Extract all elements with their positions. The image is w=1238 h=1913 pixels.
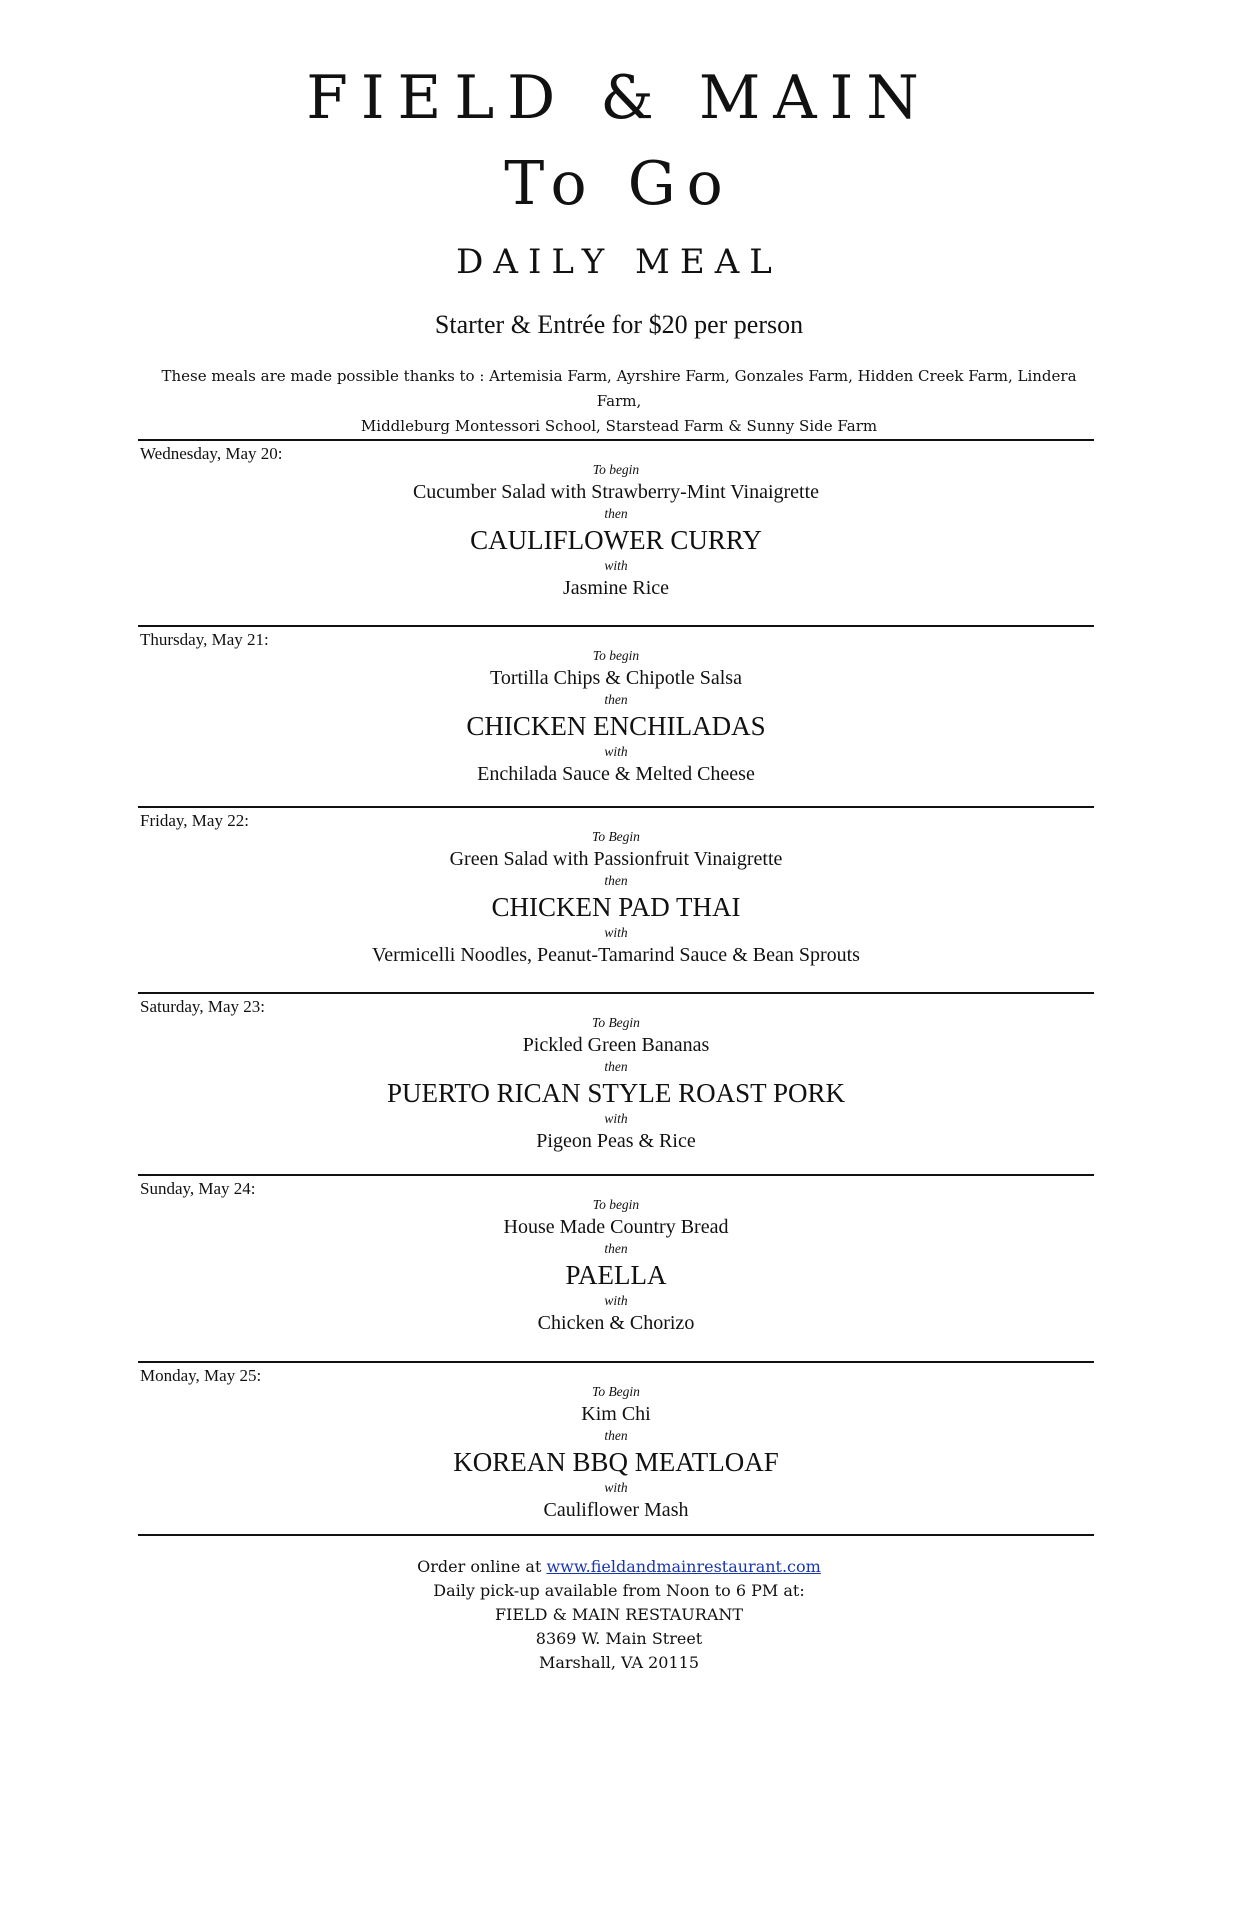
starter-dish: Green Salad with Passionfruit Vinaigrette	[449, 848, 783, 870]
with-label: with	[604, 925, 628, 940]
with-label: with	[604, 744, 628, 759]
side-dish: Jasmine Rice	[562, 577, 670, 599]
starter-dish: Tortilla Chips & Chipotle Salsa	[490, 667, 742, 689]
day-menu	[138, 1361, 1094, 1549]
side-dish: Cauliflower Mash	[543, 1499, 689, 1521]
with-label: with	[604, 1293, 628, 1308]
side-dish: Pigeon Peas & Rice	[536, 1130, 696, 1152]
starter-label: To Begin	[592, 829, 640, 844]
with-label: with	[604, 1480, 628, 1495]
day-menu	[138, 439, 1094, 627]
main-dish: CAULIFLOWER CURRY	[470, 525, 762, 555]
day-menu-items	[138, 828, 1094, 968]
then-label: then	[604, 1059, 628, 1074]
city-address: Marshall, VA 20115	[538, 1653, 700, 1672]
thanks-line-1: These meals are made possible thanks to : Artemisia Farm, Ayrshire Farm, Gonzales Farm, Hidden Creek Farm, Lindera Farm,	[161, 367, 1077, 410]
then-label: then	[604, 692, 628, 707]
day-menu-items	[138, 1014, 1094, 1154]
main-dish: PUERTO RICAN STYLE ROAST PORK	[387, 1078, 845, 1108]
page-title-subline: To Go	[504, 149, 734, 219]
day-date: Sunday, May 24:	[140, 1179, 256, 1198]
with-label: with	[604, 558, 628, 573]
then-label: then	[604, 1241, 628, 1256]
restaurant-name: FIELD & MAIN RESTAURANT	[494, 1605, 744, 1624]
main-dish: CHICKEN ENCHILADAS	[466, 711, 766, 741]
day-menu	[138, 992, 1094, 1180]
with-label: with	[604, 1111, 628, 1126]
day-date: Friday, May 22:	[140, 811, 249, 830]
order-prefix: Order online at	[417, 1557, 547, 1576]
day-menu	[138, 625, 1094, 813]
street-address: 8369 W. Main Street	[535, 1629, 703, 1648]
starter-dish: House Made Country Bread	[503, 1216, 729, 1238]
day-menu-items	[138, 1383, 1094, 1523]
footer	[0, 1555, 1238, 1675]
price-offer: Starter & Entrée for $20 per person	[434, 310, 804, 339]
side-dish: Enchilada Sauce & Melted Cheese	[477, 763, 755, 785]
starter-label: To Begin	[592, 1384, 640, 1399]
main-dish: KOREAN BBQ MEATLOAF	[453, 1447, 779, 1477]
day-date: Saturday, May 23:	[140, 997, 265, 1016]
day-menu-items	[138, 461, 1094, 601]
main-dish: CHICKEN PAD THAI	[491, 892, 741, 922]
starter-dish: Cucumber Salad with Strawberry-Mint Vinaigrette	[412, 481, 820, 503]
page-title: FIELD & MAIN	[306, 63, 932, 133]
starter-label: To Begin	[592, 1015, 640, 1030]
starter-label: To begin	[592, 1197, 640, 1212]
day-date: Wednesday, May 20:	[140, 444, 283, 463]
day-date: Thursday, May 21:	[140, 630, 269, 649]
thanks-note	[140, 364, 1098, 439]
starter-dish: Pickled Green Bananas	[522, 1034, 710, 1056]
section-heading: DAILY MEAL	[456, 242, 782, 282]
side-dish: Chicken & Chorizo	[537, 1312, 695, 1334]
then-label: then	[604, 506, 628, 521]
website-link[interactable]: www.fieldandmainrestaurant.com	[546, 1557, 821, 1576]
day-menu	[138, 806, 1094, 994]
side-dish: Vermicelli Noodles, Peanut-Tamarind Sauce & Bean Sprouts	[372, 944, 860, 966]
main-dish: PAELLA	[565, 1260, 667, 1290]
starter-dish: Kim Chi	[581, 1403, 651, 1425]
starter-label: To begin	[592, 648, 640, 663]
order-line	[0, 1555, 1238, 1579]
then-label: then	[604, 873, 628, 888]
thanks-line-2: Middleburg Montessori School, Starstead Farm & Sunny Side Farm	[360, 417, 878, 435]
divider	[138, 1534, 1094, 1536]
day-date: Monday, May 25:	[140, 1366, 262, 1385]
pickup-info: Daily pick-up available from Noon to 6 PM at:	[433, 1581, 805, 1600]
starter-label: To begin	[592, 462, 640, 477]
day-menu-items	[138, 647, 1094, 787]
day-menu	[138, 1174, 1094, 1362]
day-menu-items	[138, 1196, 1094, 1336]
then-label: then	[604, 1428, 628, 1443]
